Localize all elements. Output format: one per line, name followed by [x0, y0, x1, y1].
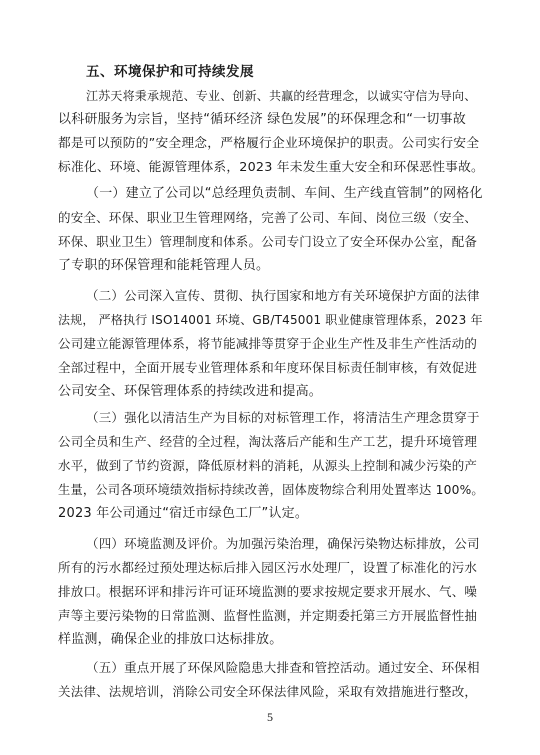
paragraph-line: （四）环境监测及评价。为加强污染治理，确保污染物达标排放，公司: [86, 536, 480, 551]
paragraph-line: 了专职的环保管理和能耗管理人员。: [58, 258, 270, 273]
paragraph-line: 法规， 严格执行 ISO14001 环境、GB/T45001 职业健康管理体系，2023 年: [58, 313, 483, 327]
paragraph-line: 公司全员和生产、经营的全过程，淘汰落后产能和生产工艺，提升环境管理: [58, 434, 478, 449]
paragraph-line: 江苏天将秉承规范、专业、创新、共赢的经营理念，以诚实守信为导向、: [86, 89, 477, 103]
paragraph-line: 水平，做到了节约资源，降低原材料的消耗，从源头上控制和减少污染的产: [58, 458, 478, 473]
paragraph-line: 以科研服务为宗旨，坚持“循环经济 绿色发展”的环保理念和“一切事故: [58, 112, 466, 127]
paragraph-line: 所有的污水都经过预处理达标后排入园区污水处理厂，设置了标准化的污水: [58, 560, 478, 575]
paragraph-line: 2023 年公司通过“宿迁市绿色工厂”认定。: [58, 506, 309, 521]
paragraph-line: 生量，公司各项环境绩效指标持续改善，固体废物综合利用处置率达 100%。: [58, 483, 484, 497]
paragraph-line: 关法律、法规培训，消除公司安全环保法律风险，采取有效措施进行整改，: [58, 684, 478, 699]
page-number: 5: [267, 710, 273, 724]
paragraph-line: 公司安全、环保管理体系的持续改进和提高。: [58, 384, 323, 399]
paragraph-line: 样监测，确保企业的排放口达标排放。: [58, 632, 283, 647]
paragraph-line: （三）强化以清洁生产为目标的对标管理工作，将清洁生产理念贯穿于: [86, 410, 480, 425]
paragraph-line: （二）公司深入宣传、贯彻、执行国家和地方有关环境保护方面的法律: [86, 288, 480, 303]
paragraph-line: （五）重点开展了环保风险隐患大排查和管控活动。通过安全、环保相: [86, 660, 480, 675]
paragraph-line: 都是可以预防的”安全理念，严格履行企业环境保护的职责。公司实行安全: [58, 136, 480, 151]
paragraph-line: 的安全、环保、职业卫生管理网络，完善了公司、车间、岗位三级（安全、: [58, 210, 478, 225]
paragraph-line: 全部过程中，全面开展专业管理体系和年度环保目标责任制审核，有效促进: [58, 360, 478, 375]
paragraph-line: （一）建立了公司以“总经理负责制、车间、生产线直管制”的网格化: [86, 186, 483, 201]
paragraph-line: 排放口。根据环评和排污许可证环境监测的要求按规定要求开展水、气、噪: [58, 584, 478, 599]
paragraph-line: 声等主要污染物的日常监测、监督性监测，并定期委托第三方开展监督性抽: [58, 608, 478, 623]
section-heading: 五、环境保护和可持续发展: [86, 64, 254, 80]
paragraph-line: 标准化、环境、能源管理体系，2023 年未发生重大安全和环保恶性事故。: [58, 160, 484, 175]
paragraph-line: 环保、职业卫生）管理制度和体系。公司专门设立了安全环保办公室，配备: [58, 234, 478, 249]
paragraph-line: 公司建立能源管理体系，将节能减排等贯穿于企业生产性及非生产性活动的: [58, 336, 478, 351]
